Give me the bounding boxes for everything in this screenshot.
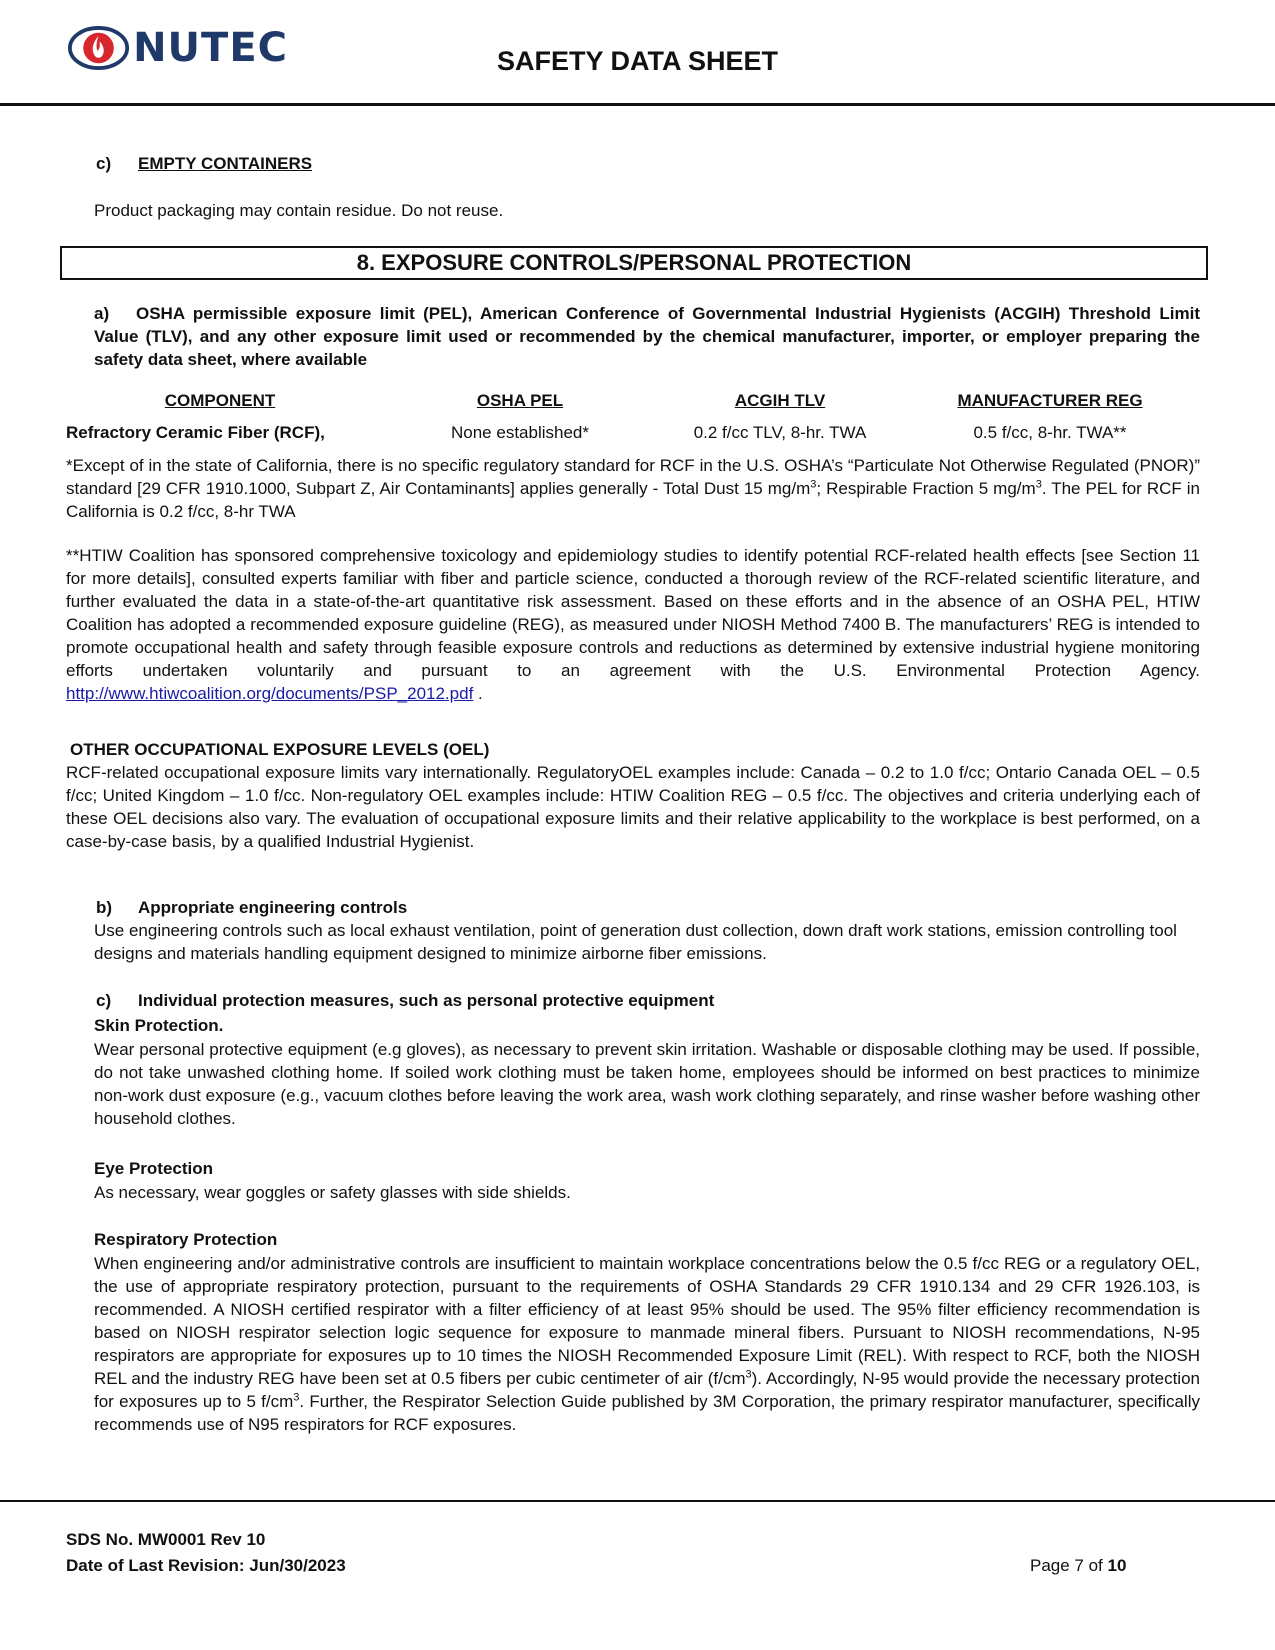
empty-containers-heading xyxy=(96,152,312,175)
section-a-heading xyxy=(94,302,1200,371)
logo-text: NUTEC xyxy=(133,24,288,71)
respiratory-sup-1: 3 xyxy=(745,1368,752,1381)
section-a-heading-text: OSHA permissible exposure limit (PEL), American Conference of Governmental Industrial Hygienists (ACGIH) Threshold Limit Value (TLV), and any other exposure limit used or recommended by the chemical manufacturer, importer, or employer preparing the safety data sheet, where available xyxy=(94,304,1200,369)
page-number-total: 10 xyxy=(1107,1556,1127,1575)
document-title-text: SAFETY DATA SHEET xyxy=(496,46,779,76)
pel-footnote xyxy=(66,454,1200,523)
page-number-prefix: Page 7 of xyxy=(1030,1556,1108,1575)
oel-text: RCF-related occupational exposure limits vary internationally. RegulatoryOEL examples include: Canada – 0.2 to 1.0 f/cc; Ontario Canada OEL – 0.5 f/cc; United Kingdom – 1.0 f/cc. Non-regulatory OEL examples include: HTIW Coalition REG – 0.5 f/cc. The objectives and criteria underlying each of these OEL decisions also vary. The evaluation of occupational exposure limits and their relative applicability to the workplace is best performed, on a case-by-case basis, by a qualified Industrial Hygienist. xyxy=(66,763,1200,851)
respiratory-text-part-1: When engineering and/or administrative controls are insufficient to maintain workplace concentrations below the 0.5 f/cc REG or a regulatory OEL, the use of appropriate respiratory protection, pursuant to the requirements of OSHA Standards 29 CFR 1910.134 and 29 CFR 1926.103, is recommended. A NIOSH certified respirator with a filter efficiency of at least 95% should be used. The 95% filter efficiency recommendation is based on NIOSH respirator selection logic sequence for exposure to manmade mineral fibers. Pursuant to NIOSH recommendations, N-95 respirators are appropriate for exposures up to 10 times the NIOSH Recommended Exposure Limit (REL). With respect to RCF, both the NIOSH REL and the industry REG have been set at 0.5 fibers per cubic centimeter of air (f/cm xyxy=(94,1254,1200,1388)
footer-rule xyxy=(0,1500,1275,1502)
section-b-heading-text: Appropriate engineering controls xyxy=(138,898,408,917)
section-c-label: c) xyxy=(96,991,112,1010)
table-header-osha-pel: OSHA PEL xyxy=(476,391,564,410)
reg-footnote-text: **HTIW Coalition has sponsored comprehensive toxicology and epidemiology studies to identify potential RCF-related health effects [see Section 11 for more details], consulted experts familiar with fiber and particle science, conducted a thorough review of the RCF-related scientific literature, and further evaluated the data in a state-of-the-art quantitative risk assessment. Based on these efforts and in the absence of an OSHA PEL, HTIW Coalition has adopted a recommended exposure guideline (REG), as measured under NIOSH Method 7400 B. The manufacturers’ REG is intended to promote occupational health and safety through feasible exposure controls and reductions as determined by extensive industrial hygiene monitoring efforts undertaken voluntarily and pursuant to an agreement with the U.S. Environmental Protection Agency. xyxy=(66,546,1200,680)
reg-footnote xyxy=(66,544,1200,705)
respiratory-text-part-3: . Further, the Respirator Selection Guide published by 3M Corporation, the primary respirator manufacturer, specifically recommends use of N95 respirators for RCF exposures. xyxy=(94,1392,1200,1434)
document-title xyxy=(0,44,1275,78)
oel-heading: OTHER OCCUPATIONAL EXPOSURE LEVELS (OEL) xyxy=(70,740,490,759)
section-b-heading xyxy=(96,896,407,919)
eye-protection-text: As necessary, wear goggles or safety glasses with side shields. xyxy=(94,1183,571,1202)
section-8-title: 8. EXPOSURE CONTROLS/PERSONAL PROTECTION xyxy=(60,246,1208,280)
empty-containers-label: c) xyxy=(96,154,112,173)
htiw-coalition-link[interactable]: http://www.htiwcoalition.org/documents/PSP_2012.pdf xyxy=(66,684,474,703)
section-c-heading xyxy=(96,989,714,1012)
table-header-acgih-tlv: ACGIH TLV xyxy=(734,391,826,410)
section-a-label: a) xyxy=(94,304,110,323)
pel-footnote-part-1: *Except of in the state of California, there is no specific regulatory standard for RCF in the U.S. OSHA’s “Particulate Not Otherwise Regulated (PNOR)” standard [29 CFR 1910.1000, Subpart Z, Air Contaminants] applies generally - Total Dust 15 mg/m xyxy=(66,456,1200,498)
table-cell-component: Refractory Ceramic Fiber (RCF), xyxy=(66,423,325,442)
eye-protection-heading: Eye Protection xyxy=(94,1159,214,1178)
pel-footnote-part-3: . The PEL for RCF in California is 0.2 f/cc, 8-hr TWA xyxy=(66,479,1200,521)
respiratory-text-part-2: ). Accordingly, N-95 would provide the necessary protection for exposures up to 5 f/cm xyxy=(94,1369,1200,1411)
table-cell-manufacturer-reg: 0.5 f/cc, 8-hr. TWA** xyxy=(973,423,1127,442)
table-header-component: COMPONENT xyxy=(164,391,276,410)
pel-footnote-sup-1: 3 xyxy=(810,478,817,491)
section-b-label: b) xyxy=(96,898,113,917)
page-number xyxy=(1030,1554,1126,1577)
section-b-text: Use engineering controls such as local exhaust ventilation, point of generation dust collection, down draft work stations, emission controlling tool designs and materials handling equipment designed to minimize airborne fiber emissions. xyxy=(94,921,1177,963)
pel-footnote-part-2: ; Respirable Fraction 5 mg/m xyxy=(816,479,1036,498)
section-c-heading-text: Individual protection measures, such as personal protective equipment xyxy=(138,991,715,1010)
skin-protection-heading: Skin Protection. xyxy=(94,1016,224,1035)
empty-containers-title: EMPTY CONTAINERS xyxy=(138,154,313,173)
pel-footnote-sup-2: 3 xyxy=(1035,478,1042,491)
skin-protection-text: Wear personal protective equipment (e.g gloves), as necessary to prevent skin irritation. Washable or disposable clothing may be used. If possible, do not take unwashed clothing home. If soiled work clothing must be taken home, employees should be informed on best practices to minimize non-work dust exposure (e.g., vacuum clothes before leaving the work area, wash work clothing separately, and rinse washer before washing other household clothes. xyxy=(94,1040,1200,1128)
sds-number: SDS No. MW0001 Rev 10 xyxy=(66,1530,266,1549)
table-cell-osha-pel: None established* xyxy=(451,423,589,442)
reg-footnote-end: . xyxy=(473,684,483,703)
respiratory-protection-text xyxy=(94,1252,1200,1436)
respiratory-protection-heading: Respiratory Protection xyxy=(94,1230,278,1249)
empty-containers-text: Product packaging may contain residue. Do not reuse. xyxy=(94,201,504,220)
respiratory-sup-2: 3 xyxy=(293,1391,300,1404)
table-cell-acgih-tlv: 0.2 f/cc TLV, 8-hr. TWA xyxy=(693,423,867,442)
table-header-manufacturer-reg: MANUFACTURER REG xyxy=(957,391,1143,410)
header-rule xyxy=(0,103,1275,106)
revision-date: Date of Last Revision: Jun/30/2023 xyxy=(66,1556,346,1575)
